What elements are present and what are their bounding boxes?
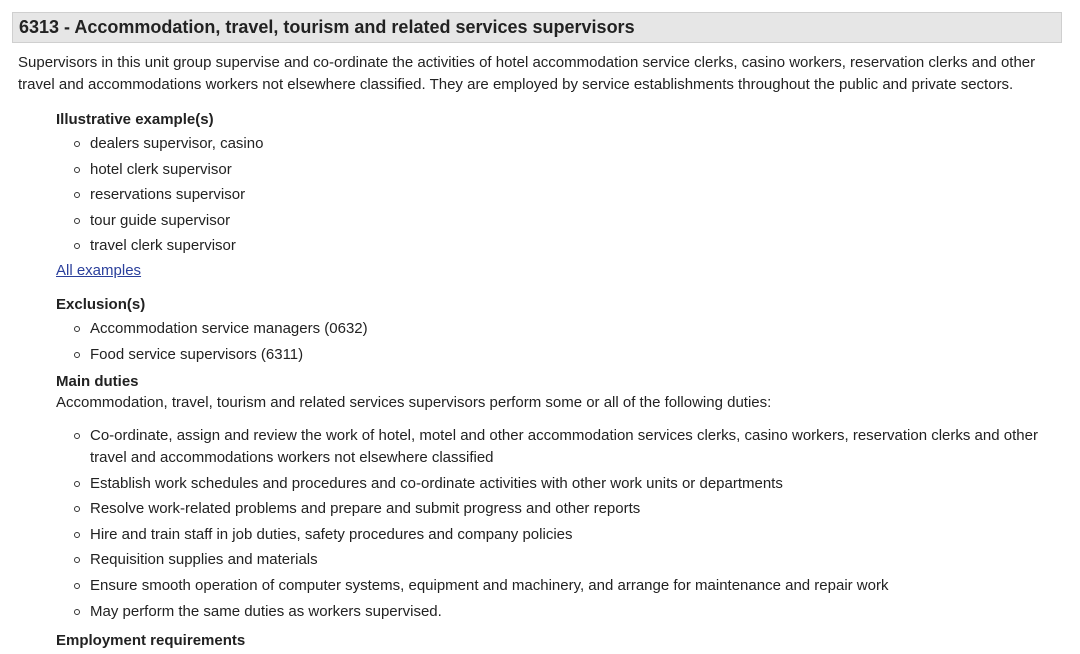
list-item: Accommodation service managers (0632): [56, 318, 1066, 340]
list-item: dealers supervisor, casino: [56, 133, 1066, 155]
list-item: travel clerk supervisor: [56, 235, 1066, 257]
exclusions-list: [56, 318, 1066, 366]
list-item: Requisition supplies and materials: [56, 549, 1066, 571]
main-duties-list: [56, 425, 1066, 623]
list-item: Co-ordinate, assign and review the work of hotel, motel and other accommodation services clerks, casino workers, reservation clerks and other travel and accommodations workers not elsewhere classified: [56, 425, 1066, 469]
illustrative-examples-list: [56, 133, 1066, 257]
main-duties-section: [56, 372, 1066, 626]
exclusions-heading: Exclusion(s): [56, 296, 146, 313]
illustrative-examples-section: [56, 110, 1066, 281]
employment-requirements-heading: Employment requirements: [56, 632, 246, 649]
intro-paragraph: Supervisors in this unit group supervise and co-ordinate the activities of hotel accommodation service clerks, casino workers, reservation clerks and other travel and accommodations workers not elsewhere classified. They are employed by service establishments throughout the public and private sectors.: [18, 54, 1036, 93]
section-title-bar: [12, 12, 1062, 43]
list-item: Resolve work-related problems and prepare and submit progress and other reports: [56, 498, 1066, 520]
main-duties-heading: Main duties: [56, 373, 139, 390]
employment-requirements-section: [56, 631, 1066, 651]
list-item: reservations supervisor: [56, 184, 1066, 206]
all-examples-link[interactable]: All examples: [56, 261, 142, 279]
page-title: 6313 - Accommodation, travel, tourism and related services supervisors: [19, 17, 635, 37]
list-item: hotel clerk supervisor: [56, 159, 1066, 181]
list-item: May perform the same duties as workers supervised.: [56, 601, 1066, 623]
list-item: Food service supervisors (6311): [56, 344, 1066, 366]
list-item: Establish work schedules and procedures and co-ordinate activities with other work units or departments: [56, 473, 1066, 495]
list-item: tour guide supervisor: [56, 210, 1066, 232]
list-item: Hire and train staff in job duties, safety procedures and company policies: [56, 524, 1066, 546]
list-item: Ensure smooth operation of computer systems, equipment and machinery, and arrange for maintenance and repair work: [56, 575, 1066, 597]
illustrative-examples-heading: Illustrative example(s): [56, 111, 214, 128]
main-duties-description: Accommodation, travel, tourism and related services supervisors perform some or all of the following duties:: [56, 394, 772, 411]
exclusions-section: [56, 295, 1066, 369]
